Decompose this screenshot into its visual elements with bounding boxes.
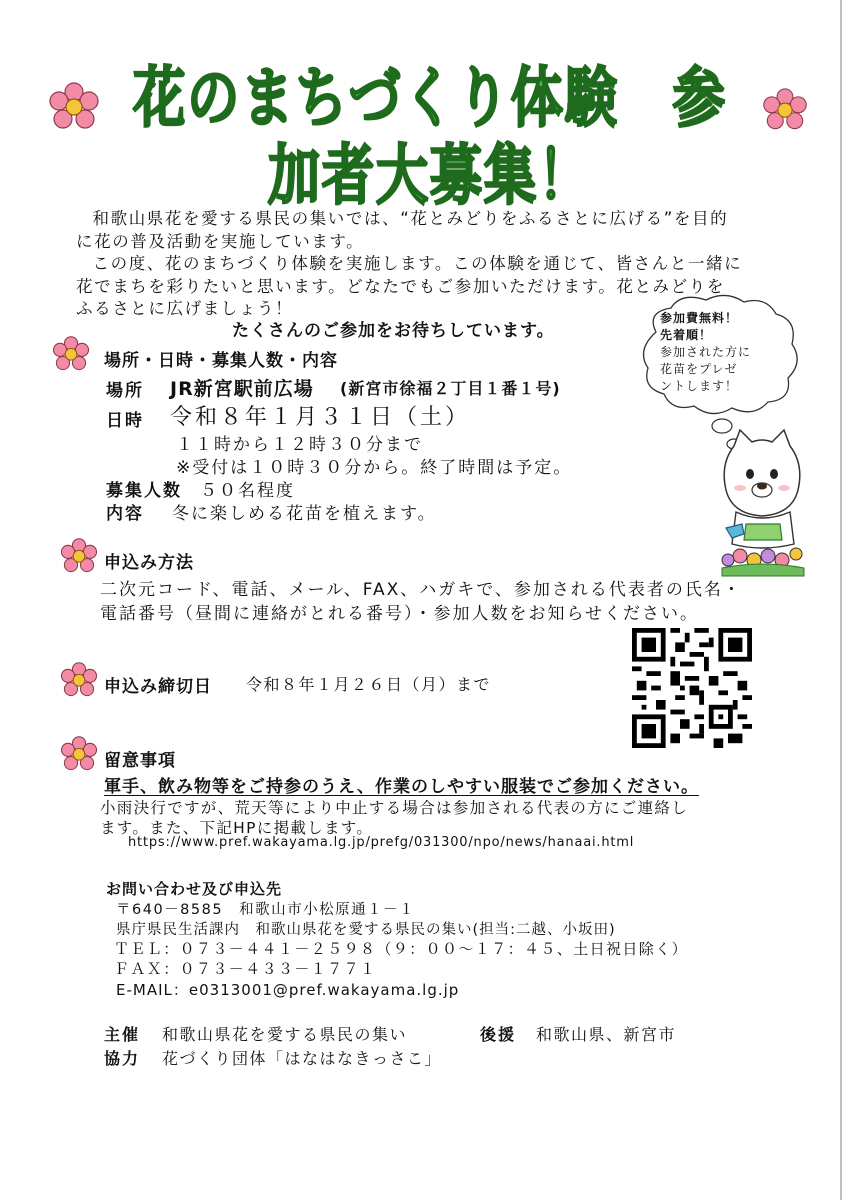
capacity-value: ５０名程度	[200, 481, 295, 501]
deadline-value: 令和８年１月２６日（月）まで	[246, 675, 492, 694]
contact-postal: 〒640－8585 和歌山市小松原通１－１	[116, 902, 416, 918]
bubble-line: 参加費無料！	[660, 311, 739, 325]
intro-line: に花の普及活動を実施しています。	[76, 231, 365, 251]
deadline-heading: 申込み締切日	[104, 677, 212, 697]
place-value: JR新宮駅前広場	[170, 378, 314, 400]
notes-line: 小雨決行ですが、荒天等により中止する場合は参加される代表の方にご連絡し	[100, 799, 689, 817]
bubble-line: 参加された方に	[660, 345, 752, 359]
qr-code[interactable]	[632, 628, 752, 748]
date-value: 令和８年１月３１日（土）	[170, 405, 471, 430]
apply-heading: 申込み方法	[104, 553, 194, 573]
contact-fax: ＦＡＸ：０７３－４３３－１７７１	[114, 960, 377, 978]
contact-heading: お問い合わせ及び申込先	[106, 880, 283, 898]
bubble-text	[660, 310, 790, 395]
place-label: 場所	[106, 381, 144, 401]
bubble-line: 先着順！	[660, 328, 713, 342]
coop-label: 協力	[104, 1049, 141, 1068]
details-heading: 場所・日時・募集人数・内容	[104, 351, 338, 371]
flower-icon	[762, 88, 808, 134]
page-title: 花のまちづくり体験 参加者大募集！	[133, 61, 727, 215]
content-label: 内容	[106, 504, 144, 524]
contact-tel: ＴＥＬ：０７３－４４１－２５９８（９：００～１７：４５、土日祝日除く）	[114, 940, 689, 958]
flower-icon	[48, 82, 100, 134]
bubble-line: 花苗をプレゼ	[660, 362, 738, 376]
coop-value: 花づくり団体「はなはなきっさこ」	[162, 1049, 443, 1068]
reception-note: ※受付は１０時３０分から。終了時間は予定。	[176, 458, 573, 478]
support-value: 和歌山県、新宮市	[536, 1025, 677, 1044]
flower-icon	[60, 538, 98, 576]
intro-line: ふるさとに広げましょう！	[76, 299, 294, 318]
host-label: 主催	[104, 1025, 141, 1044]
flower-icon	[52, 336, 90, 374]
intro-line: 花でまちを彩りたいと思います。どなたでもご参加いただけます。花とみどりを	[76, 276, 725, 296]
contact-office: 県庁県民生活課内 和歌山県花を愛する県民の集い(担当:二越、小坂田)	[116, 922, 616, 938]
capacity-label: 募集人数	[106, 481, 182, 501]
support-label: 後援	[480, 1025, 517, 1044]
apply-line: 二次元コード、電話、メール、FAX、ハガキで、参加される代表者の氏名・	[100, 580, 742, 600]
intro-line: 和歌山県花を愛する県民の集いでは、“花とみどりをふるさとに広げる”を目的	[92, 209, 729, 228]
notes-url-link[interactable]: https://www.pref.wakayama.lg.jp/prefg/031300/npo/news/hanaai.html	[128, 835, 635, 850]
flower-icon	[60, 736, 98, 774]
notes-heading: 留意事項	[104, 751, 176, 771]
content-value: 冬に楽しめる花苗を植えます。	[172, 504, 437, 524]
bubble-line: ントします！	[660, 379, 739, 393]
host-value: 和歌山県花を愛する県民の集い	[162, 1025, 408, 1044]
intro-line: この度、花のまちづくり体験を実施します。この体験を通じて、皆さんと一緒に	[92, 254, 743, 273]
apply-line: 電話番号（昼間に連絡がとれる番号）・参加人数をお知らせください。	[100, 604, 699, 624]
notes-bold-line: 軍手、飲み物等をご持参のうえ、作業のしやすい服装でご参加ください。	[104, 777, 700, 797]
time-value: １１時から１２時３０分まで	[176, 435, 423, 455]
date-label: 日時	[106, 411, 144, 431]
place-address: (新宮市徐福２丁目１番１号)	[340, 379, 561, 398]
contact-email-link[interactable]: E-MAIL：e0313001@pref.wakayama.lg.jp	[116, 981, 460, 999]
notes-line: ます。また、下記HPに掲載します。	[100, 819, 374, 837]
mascot-character	[712, 428, 812, 578]
waiting-message: たくさんのご参加をお待ちしています。	[232, 321, 555, 341]
flower-icon	[60, 662, 98, 700]
